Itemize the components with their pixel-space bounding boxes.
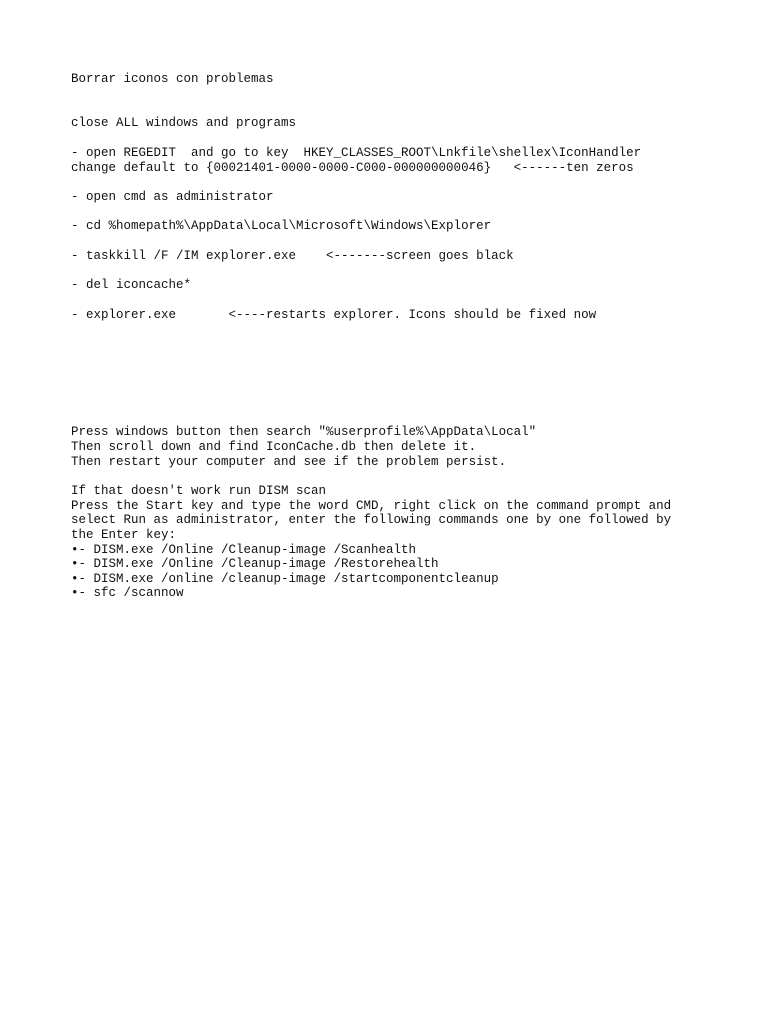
text-line: change default to {00021401-0000-0000-C000-000000000046} <------ten zeros (71, 161, 634, 175)
text-line: - open REGEDIT and go to key HKEY_CLASSES_ROOT\Lnkfile\shellex\IconHandler (71, 146, 642, 160)
text-line: - taskkill /F /IM explorer.exe <-------screen goes black (71, 249, 514, 263)
document-title: Borrar iconos con problemas (71, 72, 274, 86)
text-line: Then scroll down and find IconCache.db then delete it. (71, 440, 477, 454)
list-item: •- sfc /scannow (71, 586, 184, 600)
text-line: Then restart your computer and see if the problem persist. (71, 455, 507, 469)
text-line: select Run as administrator, enter the following commands one by one followed by (71, 513, 672, 527)
list-item: •- DISM.exe /Online /Cleanup-image /Scanhealth (71, 543, 417, 557)
list-item: •- DISM.exe /online /cleanup-image /startcomponentcleanup (71, 572, 499, 586)
text-line: the Enter key: (71, 528, 177, 542)
text-line: Press windows button then search "%userprofile%\AppData\Local" (71, 425, 537, 439)
text-line: - open cmd as administrator (71, 190, 274, 204)
text-line: close ALL windows and programs (71, 116, 297, 130)
text-line: - cd %homepath%\AppData\Local\Microsoft\Windows\Explorer (71, 219, 492, 233)
text-line: - explorer.exe <----restarts explorer. Icons should be fixed now (71, 308, 597, 322)
list-item: •- DISM.exe /Online /Cleanup-image /Restorehealth (71, 557, 439, 571)
text-line: Press the Start key and type the word CMD, right click on the command prompt and (71, 499, 672, 513)
text-line: - del iconcache* (71, 278, 192, 292)
text-line: If that doesn't work run DISM scan (71, 484, 327, 498)
